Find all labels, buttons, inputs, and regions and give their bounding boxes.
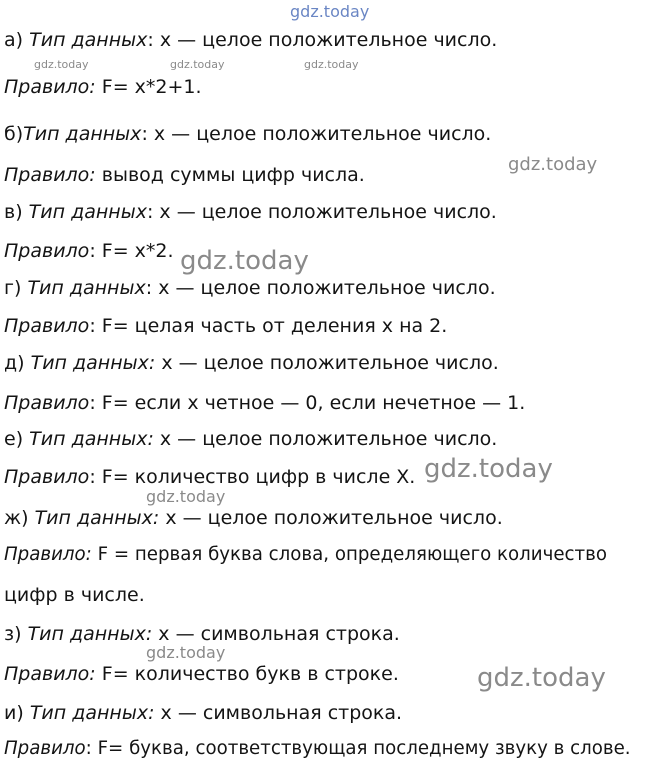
line-i-type — [4, 701, 402, 725]
item-prefix: в) — [4, 201, 29, 223]
separator: : — [147, 29, 160, 51]
rule-value: вывод суммы цифр числа. — [101, 164, 365, 186]
rule-label: Правило: — [4, 663, 96, 685]
type-label: Тип данных — [28, 201, 147, 223]
item-prefix: ж) — [4, 507, 35, 529]
type-value: x — целое положительное число. — [153, 123, 492, 145]
type-value: x — символьная строка. — [158, 623, 400, 645]
type-value: x — целое положительное число. — [159, 428, 498, 450]
rule-value: F= x*2+1. — [101, 76, 202, 98]
watermark: gdz.today — [424, 454, 553, 484]
type-label: Тип данных — [29, 29, 148, 51]
type-value: x — символьная строка. — [160, 702, 403, 724]
rule-value: F = первая буква слова, определяющего количество — [97, 544, 607, 565]
rule-value: F= целая часть от деления x на 2. — [101, 315, 448, 337]
separator: : — [145, 277, 159, 299]
rule-value: F= x*2. — [101, 240, 174, 262]
watermark: gdz.today — [146, 487, 226, 506]
line-a-type — [4, 28, 497, 52]
separator: : — [85, 738, 98, 759]
line-e-type — [4, 427, 497, 451]
rule-label: Правило: — [4, 76, 96, 98]
item-prefix: е) — [4, 428, 30, 450]
item-prefix: а) — [4, 29, 30, 51]
watermark: gdz.today — [180, 246, 309, 276]
line-zh-rule — [4, 543, 607, 567]
item-prefix: б) — [4, 123, 24, 145]
item-prefix: г) — [4, 277, 28, 299]
rule-value: F= количество цифр в числе X. — [101, 466, 416, 488]
rule-value: F= количество букв в строке. — [101, 663, 399, 685]
type-value: x — целое положительное число. — [165, 507, 503, 529]
line-d-rule — [4, 391, 525, 415]
rule-label: Правило — [4, 466, 90, 488]
separator: : — [141, 123, 154, 145]
rule-value: F= если x четное — 0, если нечетное — 1. — [101, 392, 526, 414]
rule-value: F= буква, соответствующая последнему звуку в слове. — [97, 738, 631, 759]
type-value: x — целое положительное число. — [159, 29, 498, 51]
line-g-type — [4, 276, 496, 300]
line-b-rule — [4, 163, 365, 187]
type-label: Тип данных: — [29, 702, 155, 724]
line-zh-type — [4, 506, 503, 530]
type-label: Тип данных — [23, 123, 142, 145]
line-v-rule — [4, 239, 174, 263]
rule-label: Правило: — [4, 164, 96, 186]
line-v-type — [4, 200, 497, 224]
line-b-type — [4, 122, 491, 146]
separator: : — [89, 240, 102, 262]
type-label: Тип данных: — [27, 623, 153, 645]
separator: : — [89, 315, 102, 337]
line-g-rule — [4, 314, 447, 338]
watermark: gdz.today — [170, 58, 225, 71]
watermark: gdz.today — [290, 2, 370, 21]
line-z-rule — [4, 662, 399, 686]
watermark: gdz.today — [477, 663, 606, 693]
item-prefix: д) — [4, 352, 31, 374]
line-i-rule — [4, 737, 631, 761]
type-value: x — целое положительное число. — [158, 277, 496, 299]
item-prefix: и) — [4, 702, 30, 724]
line-zh-rule-cont — [4, 583, 145, 607]
type-value: x — целое положительное число. — [159, 201, 497, 223]
watermark: gdz.today — [304, 58, 359, 71]
type-label: Тип данных: — [29, 428, 154, 450]
rule-label: Правило — [4, 240, 90, 262]
separator: : — [89, 466, 102, 488]
line-a-rule — [4, 75, 202, 99]
watermark: gdz.today — [146, 643, 226, 662]
watermark: gdz.today — [508, 154, 598, 175]
type-label: Тип данных: — [34, 507, 160, 529]
item-prefix: з) — [4, 623, 28, 645]
type-value: x — целое положительное число. — [161, 352, 499, 374]
rule-label: Правило — [4, 738, 86, 759]
type-label: Тип данных — [27, 277, 146, 299]
rule-value: цифр в числе. — [4, 584, 145, 606]
rule-label: Правило — [4, 315, 90, 337]
watermark: gdz.today — [34, 58, 89, 71]
separator: : — [146, 201, 160, 223]
line-d-type — [4, 351, 499, 375]
type-label: Тип данных: — [30, 352, 156, 374]
line-e-rule — [4, 465, 415, 489]
rule-label: Правило: — [4, 544, 92, 565]
separator: : — [89, 392, 102, 414]
rule-label: Правило — [4, 392, 90, 414]
